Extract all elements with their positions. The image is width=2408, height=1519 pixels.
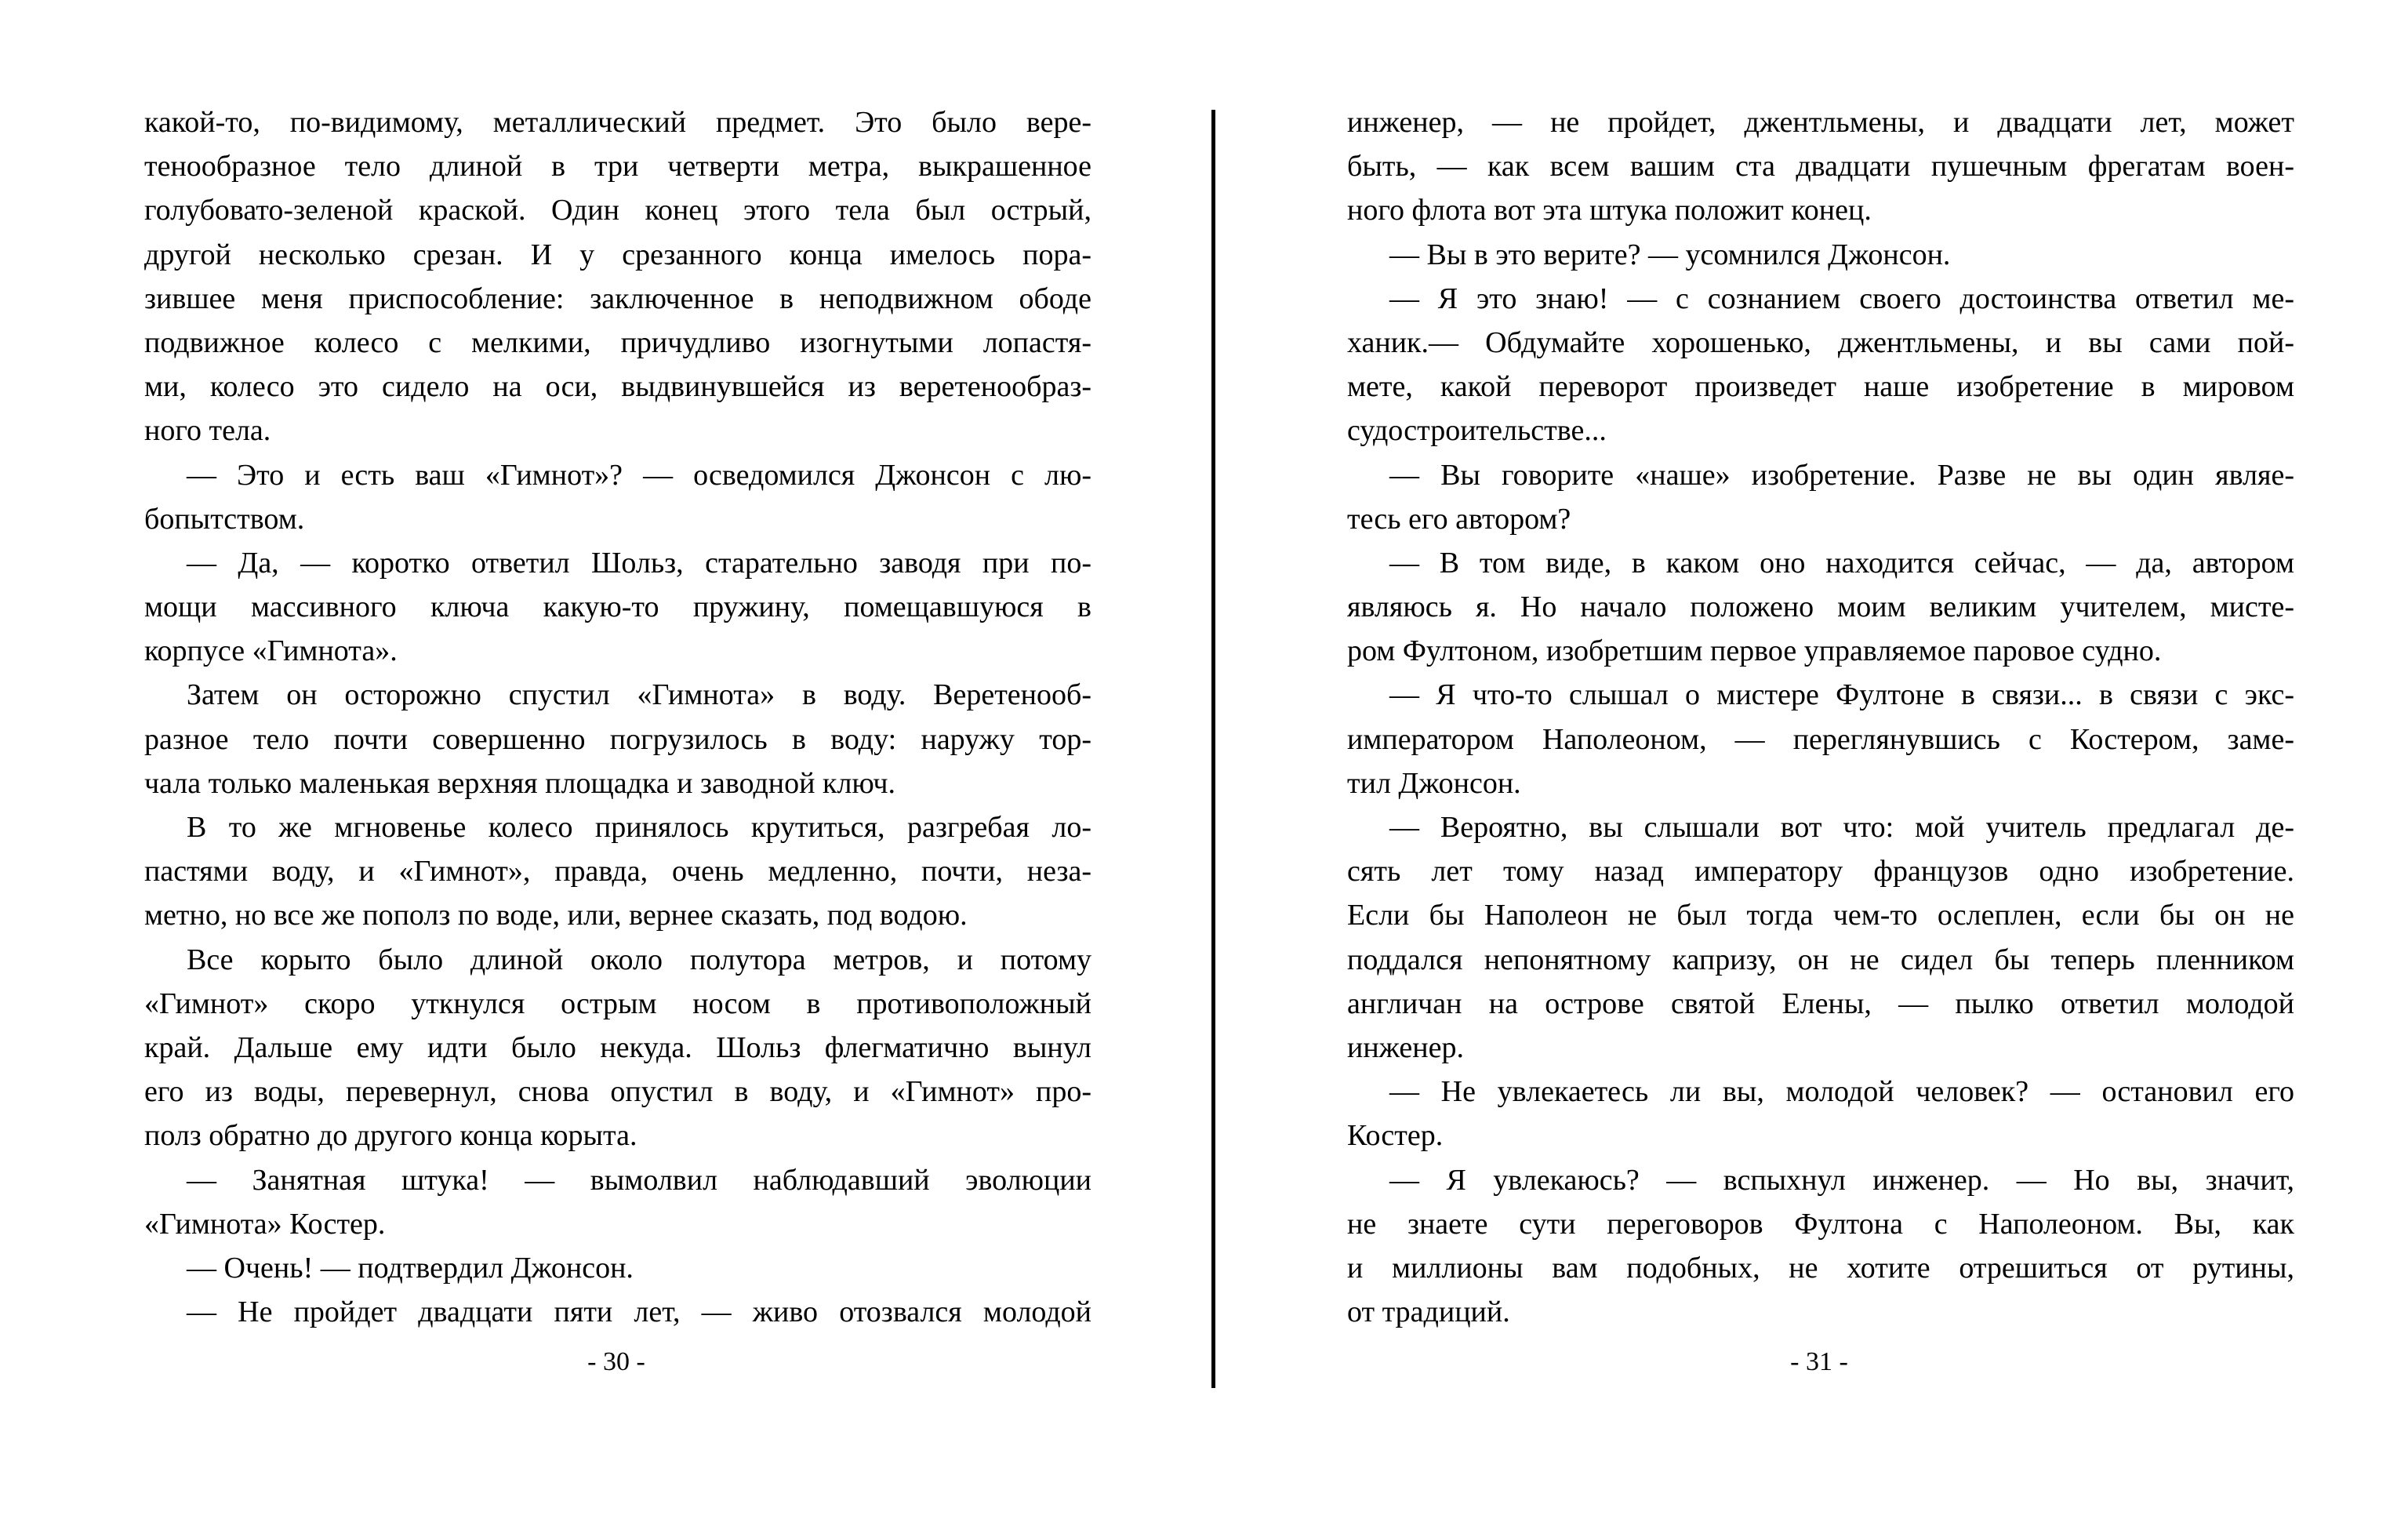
text-line: — Я увлекаюсь? — вспыхнул инженер. — Но вы, значит, bbox=[1389, 1163, 2294, 1197]
text-line: корпусе «Гимнота». bbox=[144, 634, 398, 668]
left-page bbox=[144, 100, 1091, 1334]
text-line: В то же мгновенье колесо принялось крутиться, разгребая ло- bbox=[187, 811, 1091, 844]
text-line: англичан на острове святой Елены, — пылко ответил молодой bbox=[1347, 987, 2294, 1020]
text-line: край. Дальше ему идти было некуда. Шольз флегматично вынул bbox=[144, 1030, 1091, 1064]
text-line: ного флота вот эта штука положит конец. bbox=[1347, 194, 1872, 227]
text-line: ного тела. bbox=[144, 414, 271, 448]
text-line: — Не увлекаетесь ли вы, молодой человек? — остановил его bbox=[1389, 1075, 2294, 1109]
text-line: «Гимнота» Костер. bbox=[144, 1207, 386, 1241]
text-line: — Вы в это верите? — усомнился Джонсон. bbox=[1389, 238, 1951, 271]
text-line: — В том виде, в каком оно находится сейчас, — да, автором bbox=[1389, 546, 2294, 580]
text-line: тесь его автором? bbox=[1347, 502, 1571, 536]
text-line: ром Фултоном, изобретшим первое управляемое паровое судно. bbox=[1347, 634, 2162, 668]
text-line: пастями воду, и «Гимнот», правда, очень медленно, почти, неза- bbox=[144, 855, 1091, 889]
text-line: — Вы говорите «наше» изобретение. Разве не вы один являе- bbox=[1389, 458, 2294, 492]
text-line: тил Джонсон. bbox=[1347, 766, 1521, 800]
text-line: ханик.— Обдумайте хорошенько, джентльмены, и вы сами пой- bbox=[1347, 325, 2294, 359]
text-line: метно, но все же пополз по воде, или, вернее сказать, под водою. bbox=[144, 899, 968, 932]
text-line: мощи массивного ключа какую-то пружину, помещавшуюся в bbox=[144, 591, 1091, 624]
text-line: разное тело почти совершенно погрузилось в воду: наружу тор- bbox=[144, 722, 1091, 756]
text-line: — Я что-то слышал о мистере Фултоне в связи... в связи с экс- bbox=[1389, 678, 2294, 712]
text-line: — Очень! — подтвердил Джонсон. bbox=[187, 1251, 634, 1285]
text-line: Затем он осторожно спустил «Гимнота» в воду. Веретенооб- bbox=[187, 678, 1091, 712]
text-line: полз обратно до другого конца корыта. bbox=[144, 1119, 637, 1153]
page-number-left: - 30 - bbox=[587, 1347, 645, 1376]
text-line: мете, какой переворот произведет наше изобретение в мировом bbox=[1347, 370, 2294, 404]
text-line: бопытством. bbox=[144, 502, 305, 536]
text-line: тенообразное тело длиной в три четверти метра, выкрашенное bbox=[144, 150, 1091, 184]
text-line: Костер. bbox=[1347, 1119, 1444, 1153]
text-line: — Я это знаю! — с сознанием своего достоинства ответил ме- bbox=[1389, 282, 2294, 315]
text-line: быть, — как всем вашим ста двадцати пушечным фрегатам воен- bbox=[1347, 150, 2294, 184]
text-line: от традиций. bbox=[1347, 1296, 1510, 1329]
text-line: не знаете сути переговоров Фултона с Наполеоном. Вы, как bbox=[1347, 1207, 2294, 1241]
page-number-right: - 31 - bbox=[1790, 1347, 1848, 1376]
text-line: являюсь я. Но начало положено моим великим учителем, мисте- bbox=[1347, 591, 2294, 624]
right-page bbox=[1347, 100, 2294, 1334]
text-line: его из воды, перевернул, снова опустил в воду, и «Гимнот» про- bbox=[144, 1075, 1091, 1109]
text-line: Если бы Наполеон не был тогда чем-то ослеплен, если бы он не bbox=[1347, 899, 2294, 932]
text-line: императором Наполеоном, — переглянувшись с Костером, заме- bbox=[1347, 722, 2294, 756]
text-line: сять лет тому назад императору французов одно изобретение. bbox=[1347, 855, 2294, 889]
text-line: другой несколько срезан. И у срезанного конца имелось пора- bbox=[144, 238, 1091, 271]
text-line: — Вероятно, вы слышали вот что: мой учитель предлагал де- bbox=[1389, 811, 2294, 844]
text-line: ми, колесо это сидело на оси, выдвинувшейся из веретенообраз- bbox=[144, 370, 1091, 404]
text-line: Все корыто было длиной около полутора метров, и потому bbox=[187, 943, 1091, 976]
text-line: судостроительстве... bbox=[1347, 414, 1607, 448]
text-line: инженер. bbox=[1347, 1030, 1464, 1064]
center-divider bbox=[1211, 110, 1215, 1388]
text-line: — Да, — коротко ответил Шольз, старательно заводя при по- bbox=[187, 546, 1091, 580]
text-line: — Это и есть ваш «Гимнот»? — осведомился Джонсон с лю- bbox=[187, 458, 1091, 492]
text-line: инженер, — не пройдет, джентльмены, и двадцати лет, может bbox=[1347, 106, 2294, 139]
text-line: зившее меня приспособление: заключенное в неподвижном ободе bbox=[144, 282, 1091, 315]
text-line: чала только маленькая верхняя площадка и заводной ключ. bbox=[144, 766, 895, 800]
text-line: поддался непонятному капризу, он не сидел бы теперь пленником bbox=[1347, 943, 2294, 976]
text-line: — Не пройдет двадцати пяти лет, — живо отозвался молодой bbox=[187, 1296, 1091, 1329]
text-line: голубовато-зеленой краской. Один конец этого тела был острый, bbox=[144, 194, 1091, 227]
text-line: какой-то, по-видимому, металлический предмет. Это было вере- bbox=[144, 106, 1091, 139]
text-line: и миллионы вам подобных, не хотите отрешиться от рутины, bbox=[1347, 1251, 2294, 1285]
text-line: «Гимнот» скоро уткнулся острым носом в противоположный bbox=[144, 987, 1091, 1020]
text-line: — Занятная штука! — вымолвил наблюдавший эволюции bbox=[187, 1163, 1091, 1197]
text-line: подвижное колесо с мелкими, причудливо изогнутыми лопастя- bbox=[144, 325, 1091, 359]
